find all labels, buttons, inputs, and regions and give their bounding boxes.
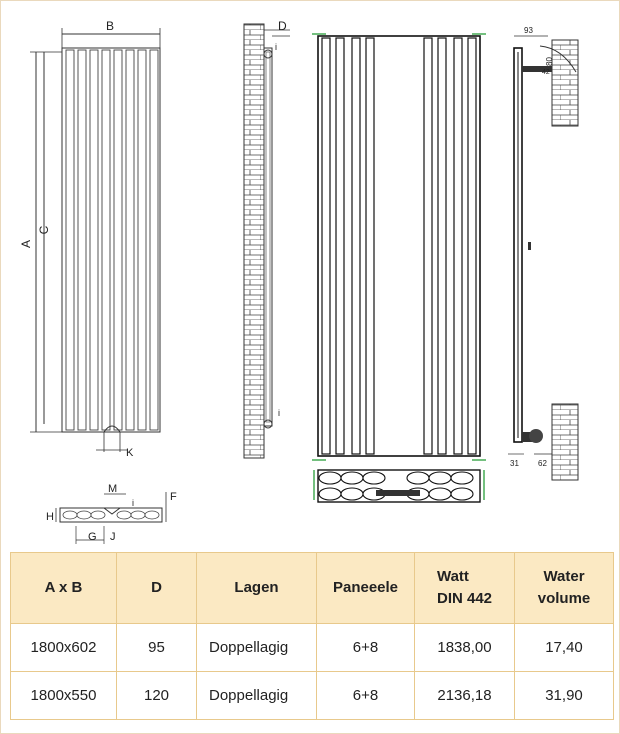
dim-g-label: G	[88, 531, 97, 543]
header-water	[515, 553, 614, 624]
cell-water: 31,90	[515, 672, 614, 720]
cell-paneele: 6+8	[317, 624, 415, 672]
dim-d-label: D	[278, 19, 287, 33]
header-axb: A x B	[11, 553, 117, 624]
header-water-line1: Water	[543, 568, 585, 585]
cell-watt: 1838,00	[415, 624, 515, 672]
dim-f-label: F	[170, 491, 177, 503]
header-lagen: Lagen	[197, 553, 317, 624]
dim-31-label: 31	[510, 459, 519, 468]
header-paneele: Paneeele	[317, 553, 415, 624]
front-view	[19, 19, 160, 459]
header-watt-line2: DIN 442	[436, 590, 493, 607]
header-watt-line1: Watt	[436, 568, 469, 585]
side-view	[244, 19, 290, 458]
dim-b-label: B	[105, 19, 115, 33]
cell-lagen: Doppellagig	[197, 672, 317, 720]
dim-h-label: H	[46, 511, 54, 523]
cell-axb: 1800x550	[11, 672, 117, 720]
dim-42-label: 42	[542, 69, 550, 76]
dim-k-label: K	[126, 447, 134, 459]
mount-view	[508, 26, 578, 480]
cell-watt: 2136,18	[415, 672, 515, 720]
cell-d: 95	[117, 624, 197, 672]
dim-93-label: 93	[524, 26, 533, 35]
dim-c-label: C	[37, 225, 51, 235]
cell-d: 120	[117, 672, 197, 720]
header-water-line2: volume	[537, 590, 591, 607]
section-detail	[46, 483, 177, 544]
side-i-bottom: i	[278, 408, 280, 418]
cell-axb: 1800x602	[11, 624, 117, 672]
side-i-top: i	[275, 42, 277, 52]
dim-a-label: A	[19, 239, 33, 249]
spec-table-header-row	[11, 553, 614, 624]
header-d: D	[117, 553, 197, 624]
dim-j-label: J	[110, 531, 116, 543]
header-watt	[415, 553, 515, 624]
section-i-label: i	[132, 498, 134, 508]
dim-m-label: M	[108, 483, 118, 495]
spec-table	[10, 552, 614, 720]
rear-view	[312, 34, 486, 502]
cell-paneele: 6+8	[317, 672, 415, 720]
dim-80-label: 80	[545, 57, 554, 66]
cell-lagen: Doppellagig	[197, 624, 317, 672]
dim-62-label: 62	[538, 459, 547, 468]
cell-water: 17,40	[515, 624, 614, 672]
table-row	[11, 624, 614, 672]
table-row	[11, 672, 614, 720]
